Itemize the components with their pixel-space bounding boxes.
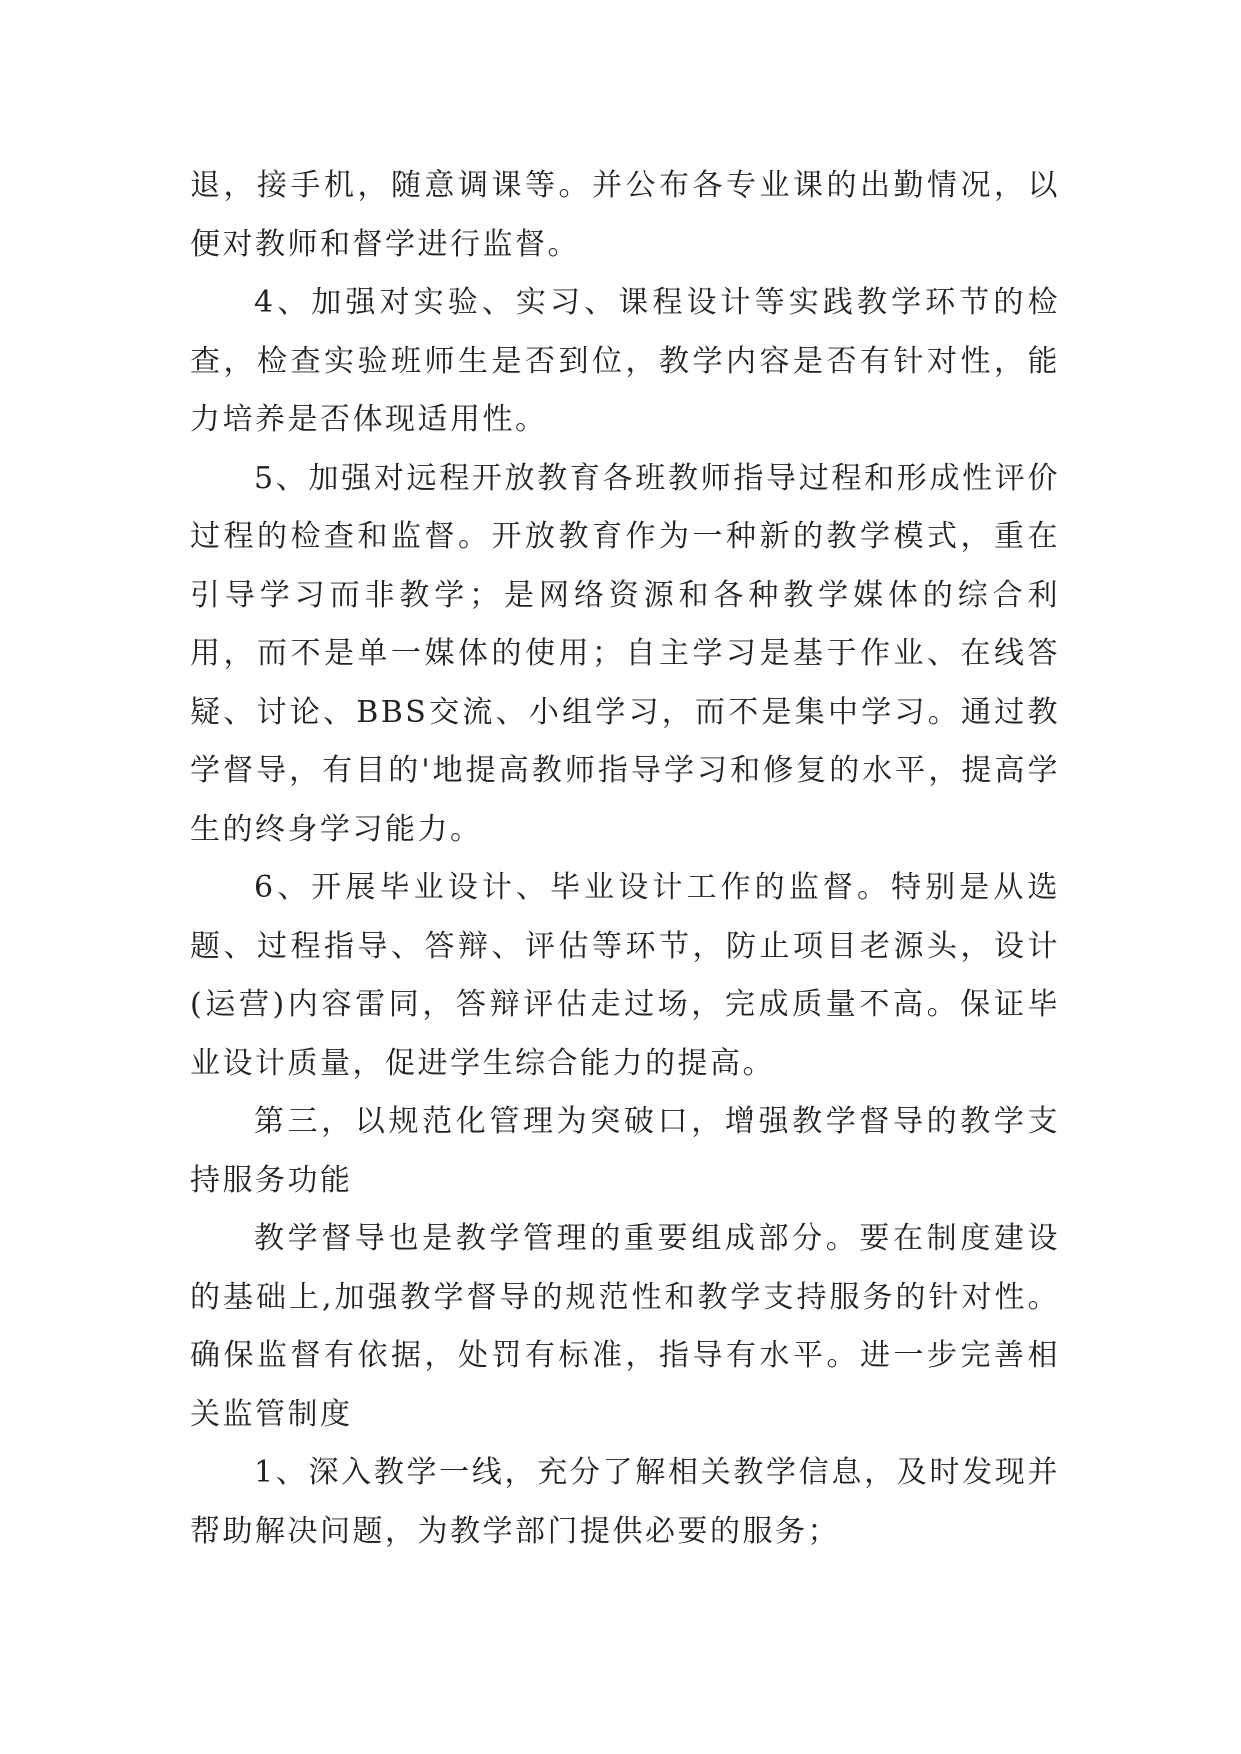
paragraph-supervision-management: 教学督导也是教学管理的重要组成部分。要在制度建设的基础上,加强教学督导的规范性和教学支持服务的针对性。确保监督有依据，处罚有标准，指导有水平。进一步完善相关监管制度 — [190, 1221, 1060, 1432]
paragraph-frontline-teaching: 1、深入教学一线，充分了解相关教学信息，及时发现并帮助解决问题，为教学部门提供必要的服务； — [190, 1455, 1060, 1549]
paragraph-practice-teaching: 4、加强对实验、实习、课程设计等实践教学环节的检查，检查实验班师生是否到位，教学内容是否有针对性，能力培养是否体现适用性。 — [190, 285, 1060, 437]
section-heading-third: 第三，以规范化管理为突破口，增强教学督导的教学支持服务功能 — [190, 1104, 1060, 1198]
paragraph-distance-education: 5、加强对远程开放教育各班教师指导过程和形成性评价过程的检查和监督。开放教育作为一种新的教学模式，重在引导学习而非教学；是网络资源和各种教学媒体的综合利用，而不是单一媒体的使用；自主学习是基于作业、在线答疑、讨论、BBS交流、小组学习，而不是集中学习。通过教学督导，有目的'地提高教师指导学习和修复的水平，提高学生的终身学习能力。 — [190, 460, 1060, 847]
paragraph-graduation-design: 6、开展毕业设计、毕业设计工作的监督。特别是从选题、过程指导、答辩、评估等环节，防止项目老源头，设计(运营)内容雷同，答辩评估走过场，完成质量不高。保证毕业设计质量，促进学生综合能力的提高。 — [190, 870, 1060, 1081]
document-body — [190, 157, 1060, 1561]
paragraph-attendance-continuation: 退，接手机，随意调课等。并公布各专业课的出勤情况，以便对教师和督学进行监督。 — [190, 168, 1060, 262]
